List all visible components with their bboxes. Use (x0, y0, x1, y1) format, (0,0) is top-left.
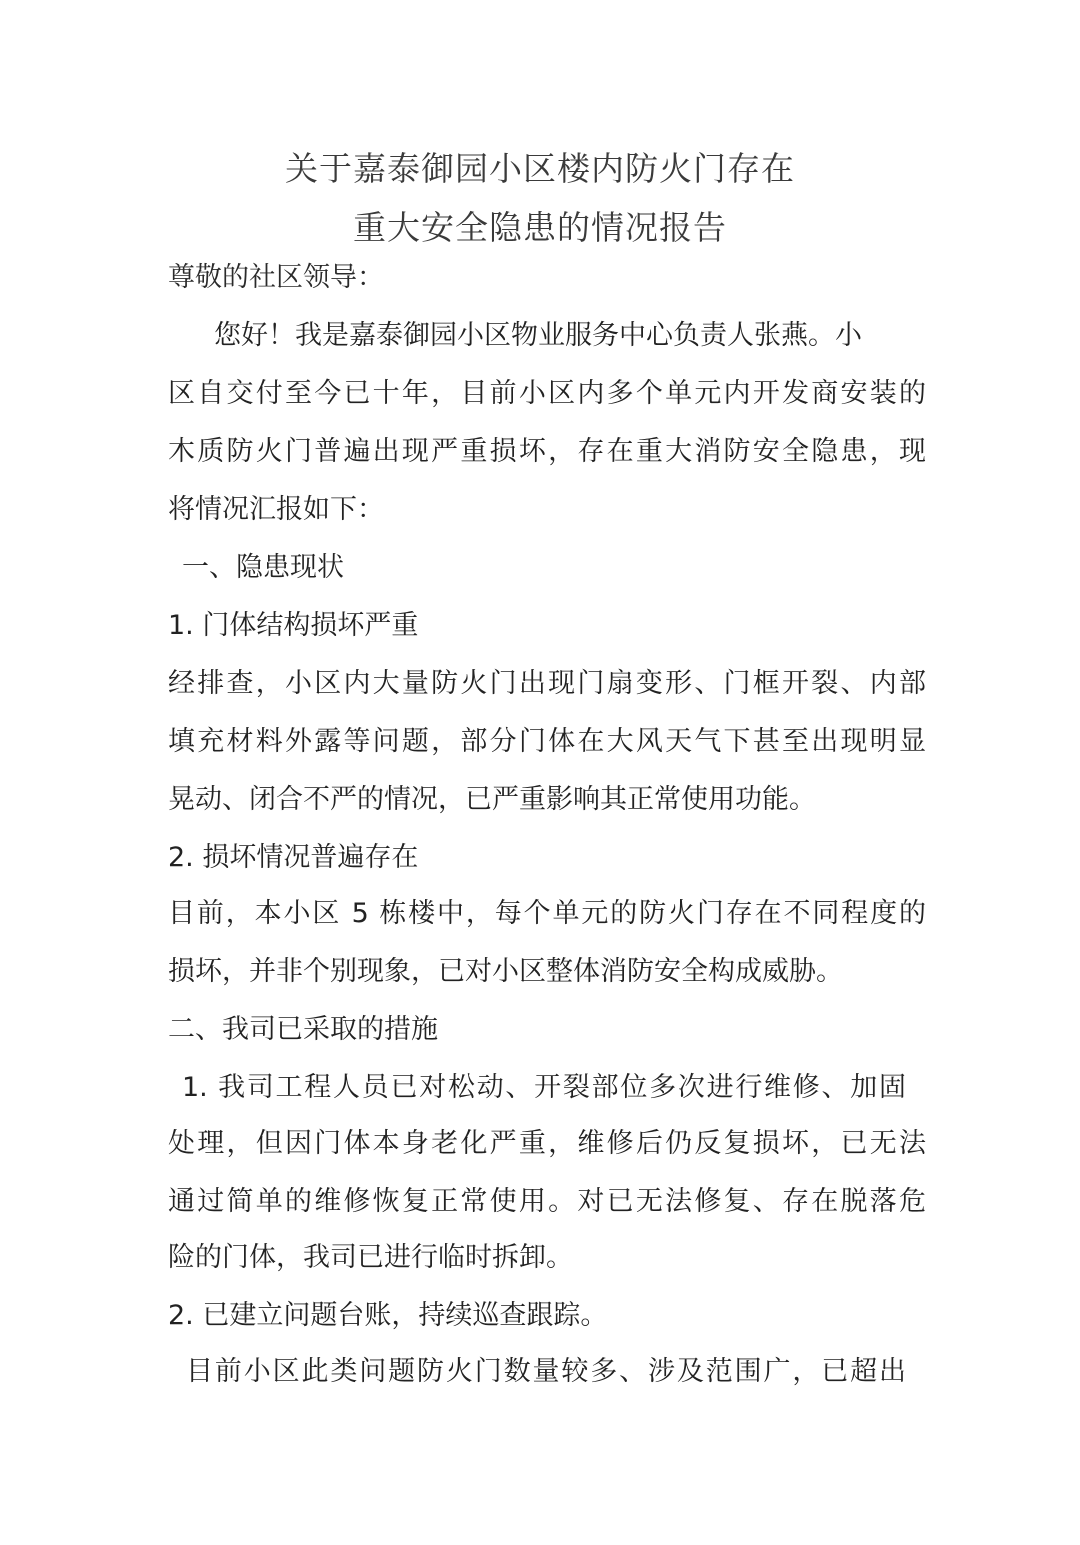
salutation: 尊敬的社区领导： (168, 262, 384, 293)
intro-line: 区自交付至今已十年，目前小区内多个单元内开发商安装的 (168, 378, 926, 409)
section-heading: 一、隐患现状 (182, 552, 344, 583)
body-line: 损坏，并非个别现象，已对小区整体消防安全构成威胁。 (168, 956, 843, 987)
intro-line: 木质防火门普遍出现严重损坏，存在重大消防安全隐患，现 (168, 436, 926, 467)
body-line: 目前，本小区 5 栋楼中，每个单元的防火门存在不同程度的 (168, 898, 926, 929)
body-line: 晃动、闭合不严的情况，已严重影响其正常使用功能。 (168, 784, 816, 815)
body-line: 处理，但因门体本身老化严重，维修后仍反复损坏，已无法 (168, 1128, 926, 1159)
document-title-line-1: 关于嘉泰御园小区楼内防火门存在 (285, 149, 795, 188)
body-line: 险的门体，我司已进行临时拆卸。 (168, 1242, 573, 1273)
intro-line: 将情况汇报如下： (168, 494, 384, 525)
intro-line: 您好！我是嘉泰御园小区物业服务中心负责人张燕。小 (214, 320, 862, 351)
item-heading: 2. 已建立问题台账，持续巡查跟踪。 (168, 1300, 608, 1331)
document-title-line-2: 重大安全隐患的情况报告 (353, 208, 727, 247)
body-line: 通过简单的维修恢复正常使用。对已无法修复、存在脱落危 (168, 1186, 926, 1217)
body-line: 填充材料外露等问题，部分门体在大风天气下甚至出现明显 (168, 726, 926, 757)
item-heading: 2. 损坏情况普遍存在 (168, 842, 419, 873)
body-line: 经排查，小区内大量防火门出现门扇变形、门框开裂、内部 (168, 668, 926, 699)
section-heading: 二、我司已采取的措施 (168, 1014, 438, 1045)
body-line: 1. 我司工程人员已对松动、开裂部位多次进行维修、加固 (182, 1072, 906, 1103)
item-heading: 1. 门体结构损坏严重 (168, 610, 419, 641)
body-line: 目前小区此类问题防火门数量较多、涉及范围广，已超出 (186, 1356, 906, 1387)
